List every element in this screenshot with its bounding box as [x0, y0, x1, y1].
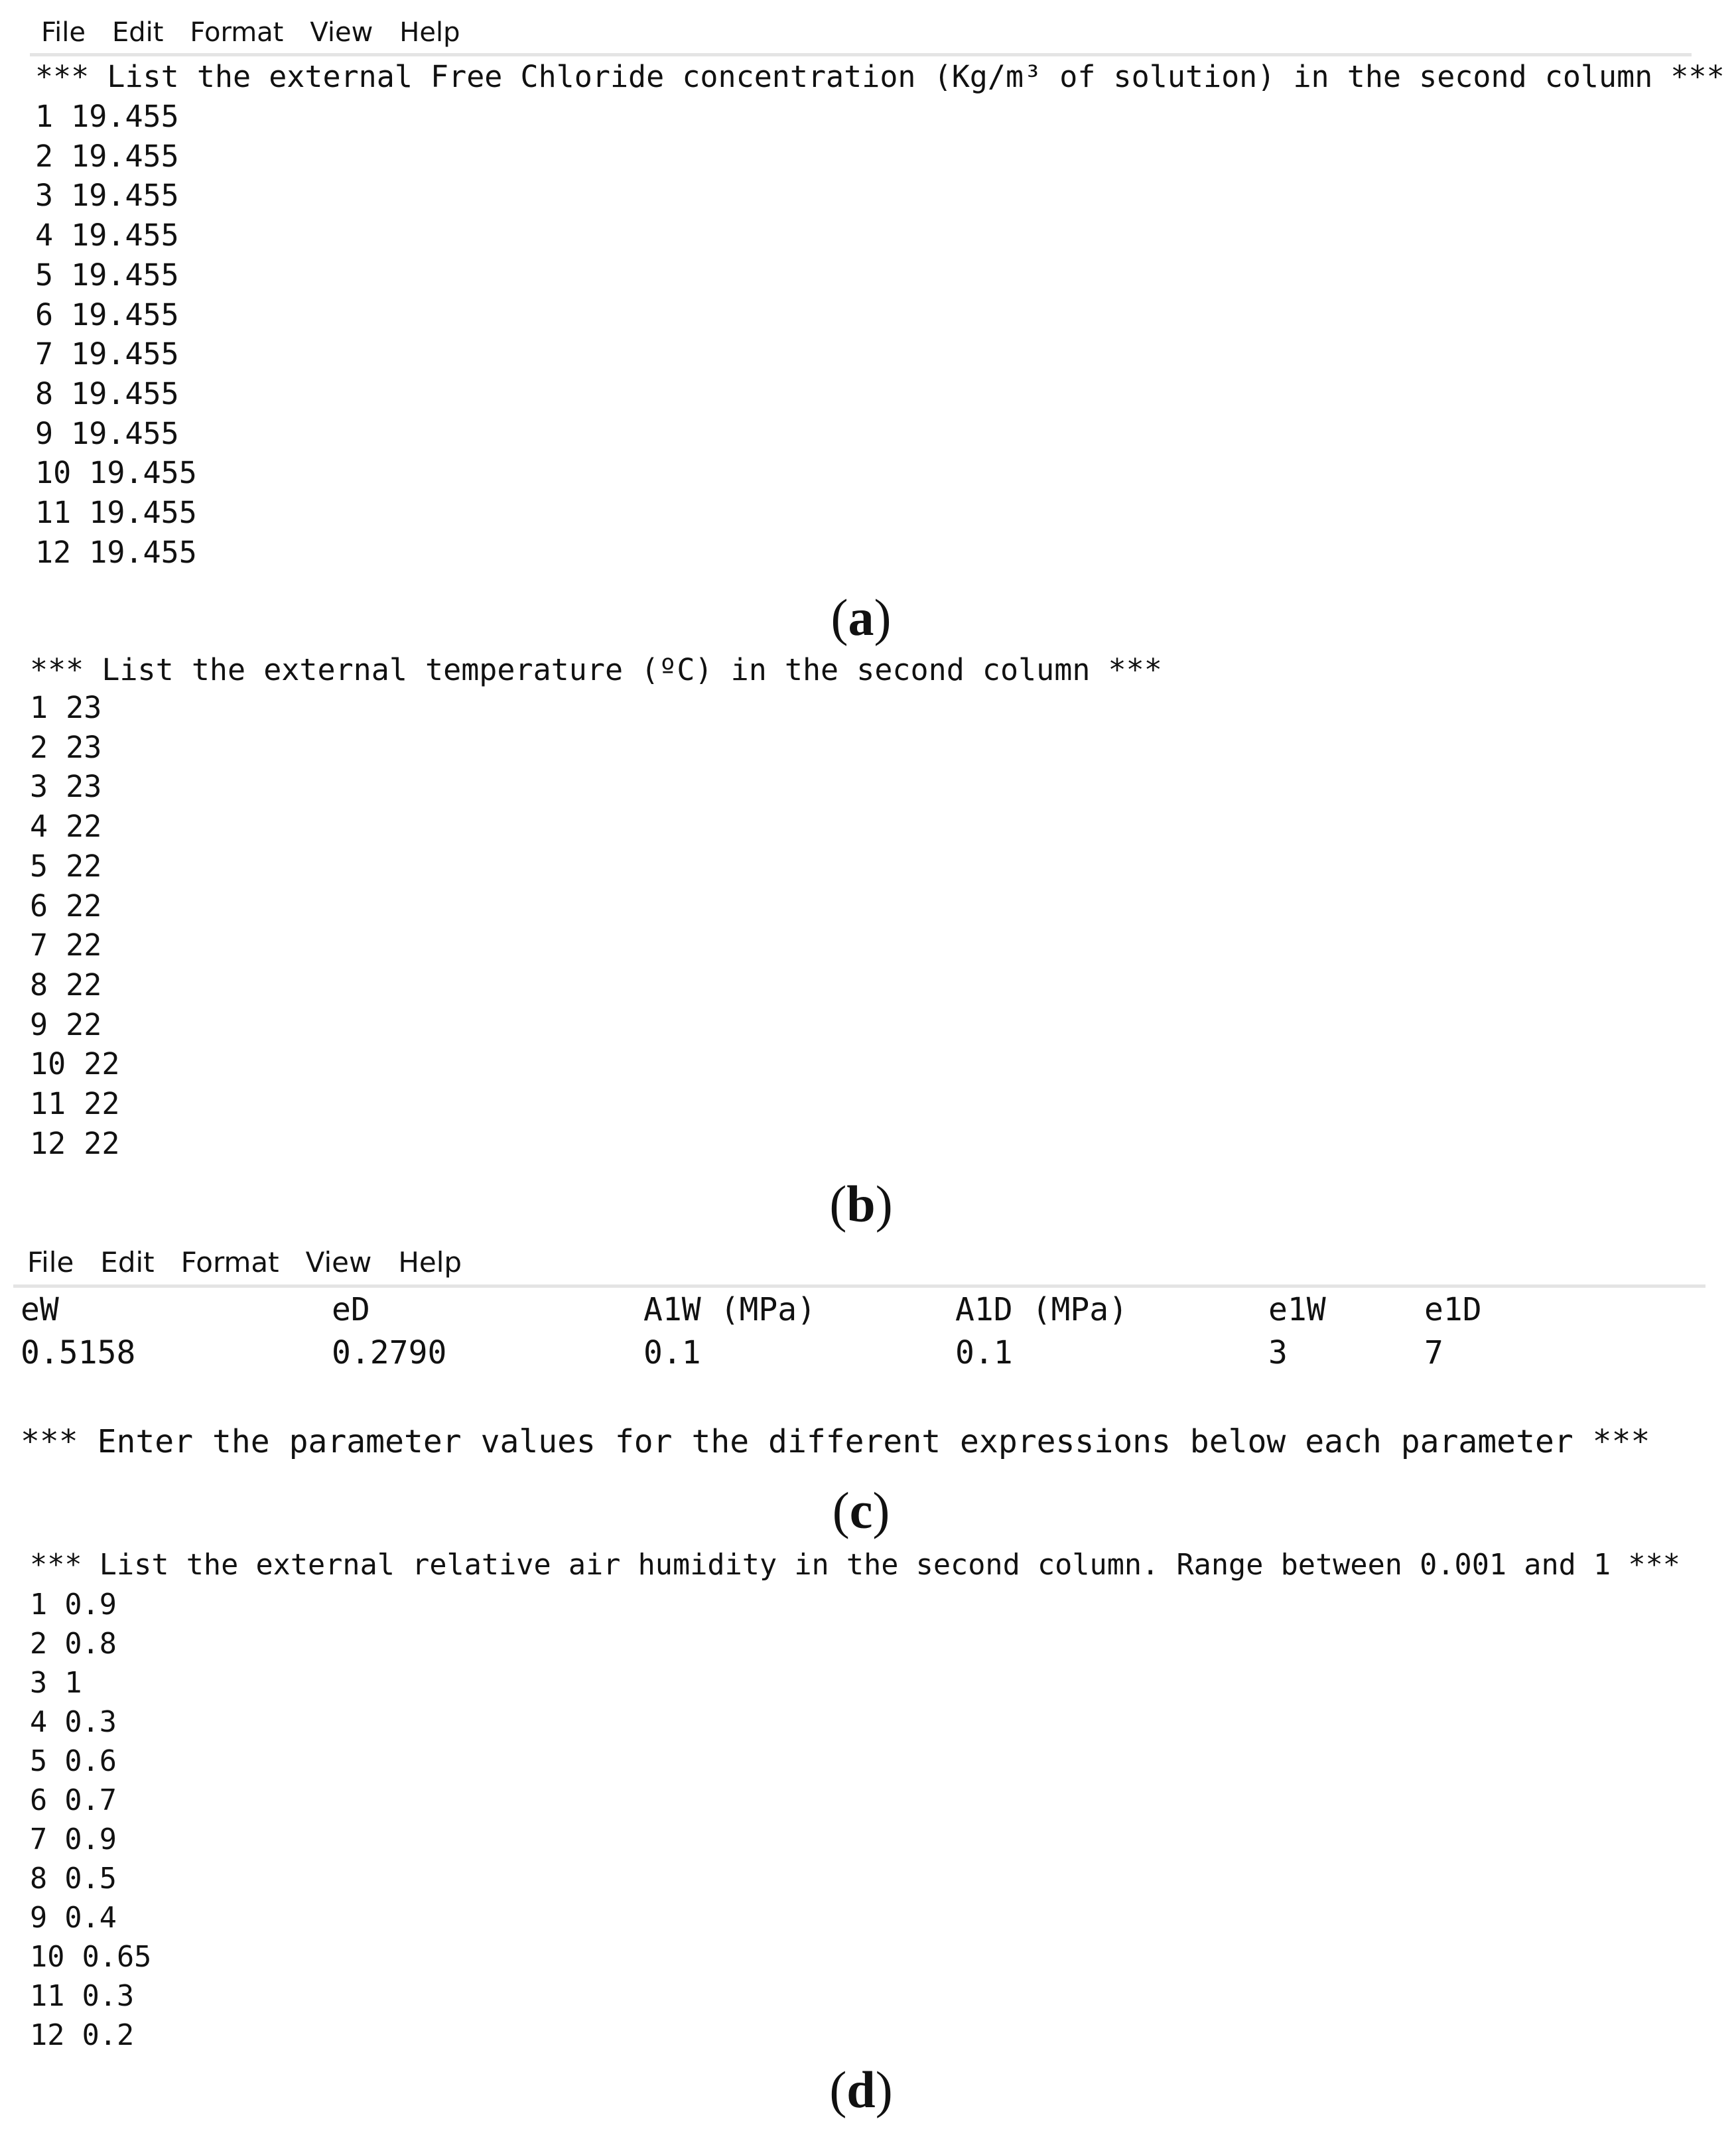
list-row[interactable]: 5 19.455 — [35, 257, 179, 293]
list-row[interactable]: 11 19.455 — [35, 495, 197, 531]
list-row[interactable]: 9 19.455 — [35, 415, 179, 451]
caption-paren: ( — [829, 1175, 847, 1233]
list-row[interactable]: 2 0.8 — [30, 1627, 117, 1661]
menu-view[interactable]: View — [305, 1246, 372, 1279]
caption-paren: ) — [875, 2061, 893, 2118]
list-row[interactable]: 5 22 — [30, 848, 102, 884]
list-row[interactable]: 1 23 — [30, 690, 102, 725]
menu-file[interactable]: File — [27, 1246, 74, 1279]
list-row[interactable]: 9 22 — [30, 1006, 102, 1042]
caption-paren: ( — [832, 1482, 850, 1539]
caption-b — [829, 1174, 892, 1234]
list-row[interactable]: 8 19.455 — [35, 376, 179, 411]
list-row[interactable]: 7 22 — [30, 928, 102, 963]
column-header: e1D — [1424, 1291, 1482, 1328]
list-row[interactable]: 6 19.455 — [35, 297, 179, 332]
column-header: eW — [21, 1291, 59, 1328]
list-row[interactable]: 1 19.455 — [35, 99, 179, 134]
caption-letter: b — [846, 1175, 876, 1233]
temperature-list[interactable] — [30, 688, 119, 1163]
chloride-list[interactable] — [35, 97, 197, 572]
caption-paren: ( — [831, 588, 848, 646]
column-header: eD — [332, 1291, 370, 1328]
list-row[interactable]: 11 22 — [30, 1086, 120, 1122]
caption-letter: d — [846, 2061, 876, 2118]
menu-help[interactable]: Help — [398, 1246, 462, 1279]
heading-humidity: *** List the external relative air humidity in the second column. Range between 0.001 and 1 *** — [30, 1549, 1680, 1582]
list-row[interactable]: 12 0.2 — [30, 2019, 135, 2052]
parameter-value[interactable]: 3 — [1268, 1334, 1288, 1371]
list-row[interactable]: 12 19.455 — [35, 534, 197, 570]
list-row[interactable]: 10 22 — [30, 1046, 120, 1082]
menu-help[interactable]: Help — [399, 17, 460, 48]
caption-a — [831, 588, 892, 648]
caption-paren: ) — [875, 1175, 893, 1233]
list-row[interactable]: 3 1 — [30, 1667, 82, 1700]
heading-temperature: *** List the external temperature (ºC) in the second column *** — [30, 652, 1162, 687]
list-row[interactable]: 6 0.7 — [30, 1784, 117, 1817]
column-header: A1D (MPa) — [955, 1291, 1128, 1328]
list-row[interactable]: 11 0.3 — [30, 1980, 135, 2013]
parameter-value[interactable]: 0.2790 — [332, 1334, 447, 1371]
menu-separator-c — [13, 1284, 1705, 1288]
menu-bar-a — [41, 17, 487, 48]
menu-edit[interactable]: Edit — [111, 17, 164, 48]
list-row[interactable]: 2 19.455 — [35, 138, 179, 174]
list-row[interactable]: 12 22 — [30, 1125, 120, 1161]
list-row[interactable]: 10 0.65 — [30, 1941, 152, 1974]
column-header: e1W — [1268, 1291, 1326, 1328]
list-row[interactable]: 4 19.455 — [35, 218, 179, 253]
caption-letter: a — [848, 588, 874, 646]
caption-letter: c — [849, 1482, 873, 1539]
caption-c — [833, 1481, 890, 1541]
caption-paren: ( — [829, 2061, 847, 2118]
caption-paren: ) — [874, 588, 892, 646]
menu-edit[interactable]: Edit — [100, 1246, 155, 1279]
list-row[interactable]: 6 22 — [30, 888, 102, 924]
list-row[interactable]: 5 0.6 — [30, 1745, 117, 1778]
list-row[interactable]: 4 0.3 — [30, 1706, 117, 1739]
caption-paren: ) — [872, 1482, 890, 1539]
list-row[interactable]: 9 0.4 — [30, 1902, 117, 1935]
menu-format[interactable]: Format — [190, 17, 284, 48]
menu-separator-a — [30, 53, 1692, 56]
parameter-value[interactable]: 0.5158 — [21, 1334, 136, 1371]
parameter-value[interactable]: 7 — [1424, 1334, 1443, 1371]
instruction-text: *** Enter the parameter values for the different expressions below each parameter *** — [21, 1423, 1650, 1460]
menu-view[interactable]: View — [310, 17, 373, 48]
list-row[interactable]: 7 0.9 — [30, 1823, 117, 1856]
parameter-value[interactable]: 0.1 — [643, 1334, 701, 1371]
column-header: A1W (MPa) — [643, 1291, 817, 1328]
list-row[interactable]: 8 22 — [30, 967, 102, 1003]
list-row[interactable]: 3 23 — [30, 769, 102, 805]
menu-bar-c — [27, 1246, 488, 1279]
list-row[interactable]: 3 19.455 — [35, 178, 179, 214]
list-row[interactable]: 1 0.9 — [30, 1588, 117, 1622]
menu-file[interactable]: File — [41, 17, 86, 48]
heading-chloride: *** List the external Free Chloride concentration (Kg/m³ of solution) in the second column *** — [35, 59, 1725, 94]
list-row[interactable]: 8 0.5 — [30, 1862, 117, 1896]
humidity-list[interactable] — [30, 1586, 151, 2055]
list-row[interactable]: 4 22 — [30, 809, 102, 845]
list-row[interactable]: 2 23 — [30, 729, 102, 765]
parameter-value[interactable]: 0.1 — [955, 1334, 1013, 1371]
caption-d — [829, 2060, 892, 2120]
list-row[interactable]: 10 19.455 — [35, 455, 197, 491]
list-row[interactable]: 7 19.455 — [35, 336, 179, 372]
menu-format[interactable]: Format — [180, 1246, 279, 1279]
